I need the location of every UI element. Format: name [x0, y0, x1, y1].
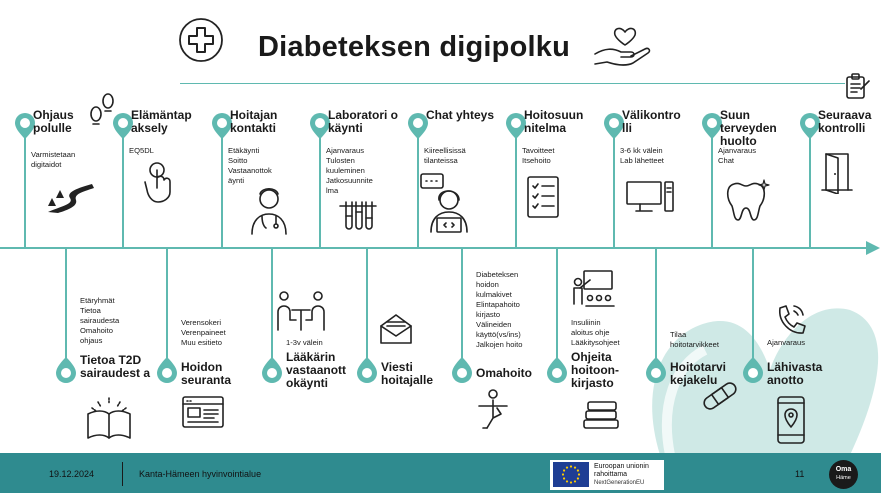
checklist-icon	[525, 174, 561, 220]
mobile-location-icon	[771, 395, 811, 447]
yoga-icon	[473, 388, 513, 434]
top-step-item: Etäkäynti	[228, 146, 260, 155]
bottom-step-stem	[65, 249, 67, 363]
bottom-step-items	[286, 338, 366, 348]
bottom-step-item: aloitus ohje	[571, 328, 610, 337]
title-underline	[180, 83, 845, 84]
open-book-icon	[84, 394, 134, 442]
top-step-heading: Elämäntap aksely	[131, 108, 192, 135]
bottom-step-pin-icon	[546, 356, 568, 384]
bottom-step-pin-icon	[645, 356, 667, 384]
top-step-item: Tavoitteet	[522, 146, 555, 155]
top-step-items	[31, 150, 111, 170]
top-step-item: Tulosten	[326, 156, 355, 165]
eu-flag-icon	[553, 462, 589, 487]
top-step-items	[424, 146, 504, 166]
bottom-step-heading: Lähivasta anotto	[767, 360, 823, 387]
bottom-step-item: Lääkitysohjeet	[571, 338, 620, 347]
top-step-item: EQ5DL	[129, 146, 154, 155]
top-step-heading: Hoitosuun nitelma	[524, 108, 584, 135]
envelope-icon	[378, 312, 414, 346]
footer-organization: Kanta-Hämeen hyvinvointialue	[139, 469, 262, 479]
eu-funding-text	[594, 463, 649, 487]
tap-hand-icon	[142, 160, 178, 204]
eu-star-icon	[577, 477, 579, 479]
phone-icon	[772, 302, 808, 338]
bottom-step-item: Verensokeri	[181, 318, 222, 327]
bottom-step-stem	[461, 249, 463, 363]
bottom-step-item: käyttö(vs/ins)	[476, 330, 521, 339]
eu-star-icon	[562, 473, 564, 475]
bandage-icon	[700, 381, 740, 411]
top-step-stem	[711, 133, 713, 247]
bottom-step-item: 1-3v välein	[286, 338, 323, 347]
bottom-step-item: Elintapahoito	[476, 300, 520, 309]
top-step-stem	[122, 133, 124, 247]
bottom-step-stem	[166, 249, 168, 363]
bottom-step-item: sairaudesta	[80, 316, 120, 325]
footprints-icon	[86, 92, 120, 132]
top-step-stem	[221, 133, 223, 247]
top-step-heading: Välikontro lli	[622, 108, 681, 135]
timeline-line	[0, 247, 870, 249]
top-step-item: Ajanvaraus	[326, 146, 364, 155]
eu-star-icon	[574, 466, 576, 468]
eu-star-icon	[570, 465, 572, 467]
bottom-step-heading: Tietoa T2D sairaudest a	[80, 353, 151, 380]
footer-date: 19.12.2024	[49, 469, 95, 479]
bottom-step-item: Verenpaineet	[181, 328, 226, 337]
top-step-items	[129, 146, 209, 156]
bottom-step-item: Diabeteksen	[476, 270, 519, 279]
top-step-item: Varmistetaan	[31, 150, 76, 159]
top-step-stem	[515, 133, 517, 247]
eu-star-icon	[563, 477, 565, 479]
bottom-step-item: Välineiden	[476, 320, 512, 329]
bottom-step-item: Etäryhmät	[80, 296, 115, 305]
bottom-step-item: hoitotarvikkeet	[670, 340, 719, 349]
clipboard-icon	[843, 71, 871, 101]
top-step-item: äynti	[228, 176, 245, 185]
top-step-heading: Laboratori o käynti	[328, 108, 399, 135]
bottom-step-item: Omahoito	[80, 326, 113, 335]
top-step-items	[522, 146, 602, 166]
bottom-step-item: Ajanvaraus	[767, 338, 805, 347]
page-title: Diabeteksen digipolku	[258, 31, 570, 63]
eu-star-icon	[574, 480, 576, 482]
bottom-step-items	[476, 270, 556, 350]
bottom-step-items	[670, 330, 750, 350]
books-icon	[580, 396, 622, 432]
chat-person-icon	[419, 170, 469, 236]
top-step-items	[326, 146, 406, 196]
top-step-item: Lab lähetteet	[620, 156, 664, 165]
bottom-step-heading: Viesti hoitajalle	[381, 360, 434, 387]
top-step-item: Ajanvaraus	[718, 146, 756, 155]
page-number: 11	[795, 469, 805, 479]
tooth-icon	[724, 176, 772, 224]
bottom-step-stem	[556, 249, 558, 363]
top-step-heading: Ohjaus polulle	[33, 108, 74, 135]
bottom-step-items	[80, 296, 160, 346]
top-step-item: Vastaanottok	[228, 166, 272, 175]
top-step-item: Soitto	[228, 156, 248, 165]
top-step-item: kuuleminen	[326, 166, 365, 175]
bottom-step-items	[767, 338, 847, 348]
web-browser-icon	[180, 394, 226, 430]
eu-star-icon	[563, 469, 565, 471]
top-step-heading: Seuraava kontrolli	[818, 108, 872, 135]
test-tubes-icon	[338, 198, 378, 234]
bottom-step-pin-icon	[55, 356, 77, 384]
top-step-item: Kiireellisissä	[424, 146, 466, 155]
winding-road-icon	[44, 176, 96, 214]
eu-line-2: rahoittama	[594, 471, 628, 478]
teacher-icon	[570, 268, 616, 308]
bottom-step-heading: Ohjeita hoitoon- kirjasto	[571, 350, 619, 390]
bottom-step-items	[181, 318, 261, 348]
top-step-items	[620, 146, 700, 166]
door-icon	[820, 150, 854, 194]
eu-star-icon	[578, 473, 580, 475]
top-step-items	[718, 146, 798, 166]
medical-cross-icon	[178, 17, 224, 63]
top-step-item: digitaidot	[31, 160, 62, 169]
bottom-step-item: Muu esitieto	[181, 338, 222, 347]
top-step-stem	[24, 133, 26, 247]
footer-divider	[122, 462, 123, 486]
top-step-heading: Suun terveyden huolto	[720, 108, 777, 148]
top-step-item: tilanteissa	[424, 156, 458, 165]
eu-star-icon	[577, 469, 579, 471]
bottom-step-pin-icon	[451, 356, 473, 384]
top-step-stem	[809, 133, 811, 247]
bottom-step-heading: Hoitotarvi kejakelu	[670, 360, 727, 387]
top-step-item: Itsehoito	[522, 156, 551, 165]
doctor-meeting-icon	[274, 290, 328, 332]
top-step-item: Jatkosuunnite	[326, 176, 373, 185]
top-step-stem	[613, 133, 615, 247]
omahame-logo	[829, 460, 858, 489]
heart-hand-icon	[591, 18, 655, 66]
logo-line-2: Häme	[836, 475, 851, 481]
top-step-items	[228, 146, 308, 186]
top-step-item: Chat	[718, 156, 735, 165]
bottom-step-stem	[752, 249, 754, 363]
bottom-step-item: Insuliinin	[571, 318, 601, 327]
computer-icon	[624, 178, 676, 214]
nurse-icon	[248, 184, 290, 236]
bottom-step-pin-icon	[742, 356, 764, 384]
top-step-stem	[319, 133, 321, 247]
bottom-step-stem	[271, 249, 273, 363]
logo-line-1: Oma	[835, 466, 852, 473]
eu-line-1: Euroopan unionin	[594, 463, 649, 470]
bottom-step-item: Tietoa	[80, 306, 101, 315]
bottom-step-pin-icon	[356, 356, 378, 384]
bottom-step-item: kirjasto	[476, 310, 501, 319]
bottom-step-pin-icon	[156, 356, 178, 384]
bottom-step-pin-icon	[261, 356, 283, 384]
top-step-heading: Chat yhteys	[426, 108, 495, 122]
bottom-step-items	[571, 318, 651, 348]
top-step-item: lma	[326, 186, 339, 195]
eu-star-icon	[566, 466, 568, 468]
top-step-item: 3-6 kk välein	[620, 146, 663, 155]
bottom-step-item: hoidon	[476, 280, 499, 289]
bottom-step-heading: Omahoito	[476, 366, 532, 380]
footer-bar	[0, 453, 881, 493]
timeline-arrow-icon	[866, 241, 880, 255]
eu-star-icon	[570, 481, 572, 483]
bottom-step-heading: Hoidon seuranta	[181, 360, 232, 387]
bottom-step-stem	[655, 249, 657, 363]
bottom-step-item: Jalkojen hoito	[476, 340, 523, 349]
bottom-step-item: ohjaus	[80, 336, 103, 345]
eu-star-icon	[566, 480, 568, 482]
bottom-step-item: kulmakivet	[476, 290, 512, 299]
bottom-step-heading: Lääkärin vastaanott okäynti	[286, 350, 347, 390]
eu-line-3: NextGenerationEU	[594, 480, 645, 486]
bottom-step-stem	[366, 249, 368, 363]
bottom-step-item: Tilaa	[670, 330, 687, 339]
top-step-heading: Hoitajan kontakti	[230, 108, 278, 135]
